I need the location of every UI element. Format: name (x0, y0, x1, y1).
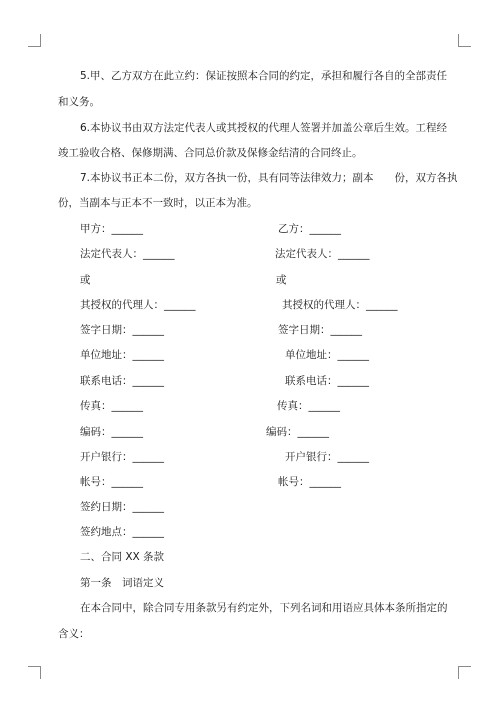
agent-b-field: 其授权的代理人：______ (282, 299, 398, 311)
legal-rep-a-field: 法定代表人：______ (80, 248, 175, 260)
account-a-field: 帐号：______ (80, 476, 143, 488)
clause-6-line-2: 竣工验收合格、保修期满、合同总价款及保修金结清的合同终止。 (58, 147, 363, 159)
postcode-b-field: 编码：______ (266, 426, 329, 438)
bank-b-field: 开户银行：______ (285, 451, 369, 463)
party-a-field: 甲方：______ (80, 223, 143, 235)
crop-mark-top-left (28, 34, 41, 47)
agent-a-field: 其授权的代理人：______ (80, 299, 196, 311)
sign-date-b-field: 签字日期：______ (278, 324, 362, 336)
postcode-a-field: 编码：______ (80, 426, 143, 438)
article-title: 第一条 词语定义 (80, 577, 164, 589)
clause-5-line-2: 和义务。 (58, 96, 100, 108)
or-b-text: 或 (276, 274, 287, 286)
fax-b-field: 传真：______ (277, 400, 340, 412)
article-body-line-2: 含义： (58, 628, 90, 640)
crop-mark-bottom-right (458, 666, 471, 679)
crop-mark-top-right (458, 34, 471, 47)
sign-date-a-field: 签字日期：______ (80, 324, 164, 336)
address-b-field: 单位地址：______ (285, 349, 369, 361)
fax-a-field: 传真：______ (80, 400, 143, 412)
contract-date-field: 签约日期：______ (80, 501, 164, 513)
crop-mark-bottom-left (28, 666, 41, 679)
clause-7-line-1: 7.本协议书正本二份，双方各执一份，具有同等法律效力；副本 份，双方各执 (80, 172, 458, 184)
clause-7-line-2: 份，当副本与正本不一致时，以正本为准。 (58, 197, 258, 209)
section-heading: 二、合同 XX 条款 (80, 551, 165, 563)
party-b-field: 乙方：______ (278, 223, 341, 235)
address-a-field: 单位地址：______ (80, 349, 164, 361)
phone-a-field: 联系电话：______ (80, 375, 164, 387)
bank-a-field: 开户银行：______ (80, 451, 164, 463)
legal-rep-b-field: 法定代表人：______ (275, 248, 370, 260)
clause-6-line-1: 6.本协议书由双方法定代表人或其授权的代理人签署并加盖公章后生效。工程经 (80, 122, 448, 134)
article-body-line-1: 在本合同中，除合同专用条款另有约定外，下列名词和用语应具体本条所指定的 (80, 602, 448, 614)
contract-place-field: 签约地点：______ (80, 526, 164, 538)
or-a-text: 或 (80, 274, 91, 286)
clause-5-line-1: 5.甲、乙方双方在此立约：保证按照本合同的约定，承担和履行各自的全部责任 (80, 70, 448, 82)
phone-b-field: 联系电话：______ (285, 375, 369, 387)
account-b-field: 帐号：______ (278, 476, 341, 488)
